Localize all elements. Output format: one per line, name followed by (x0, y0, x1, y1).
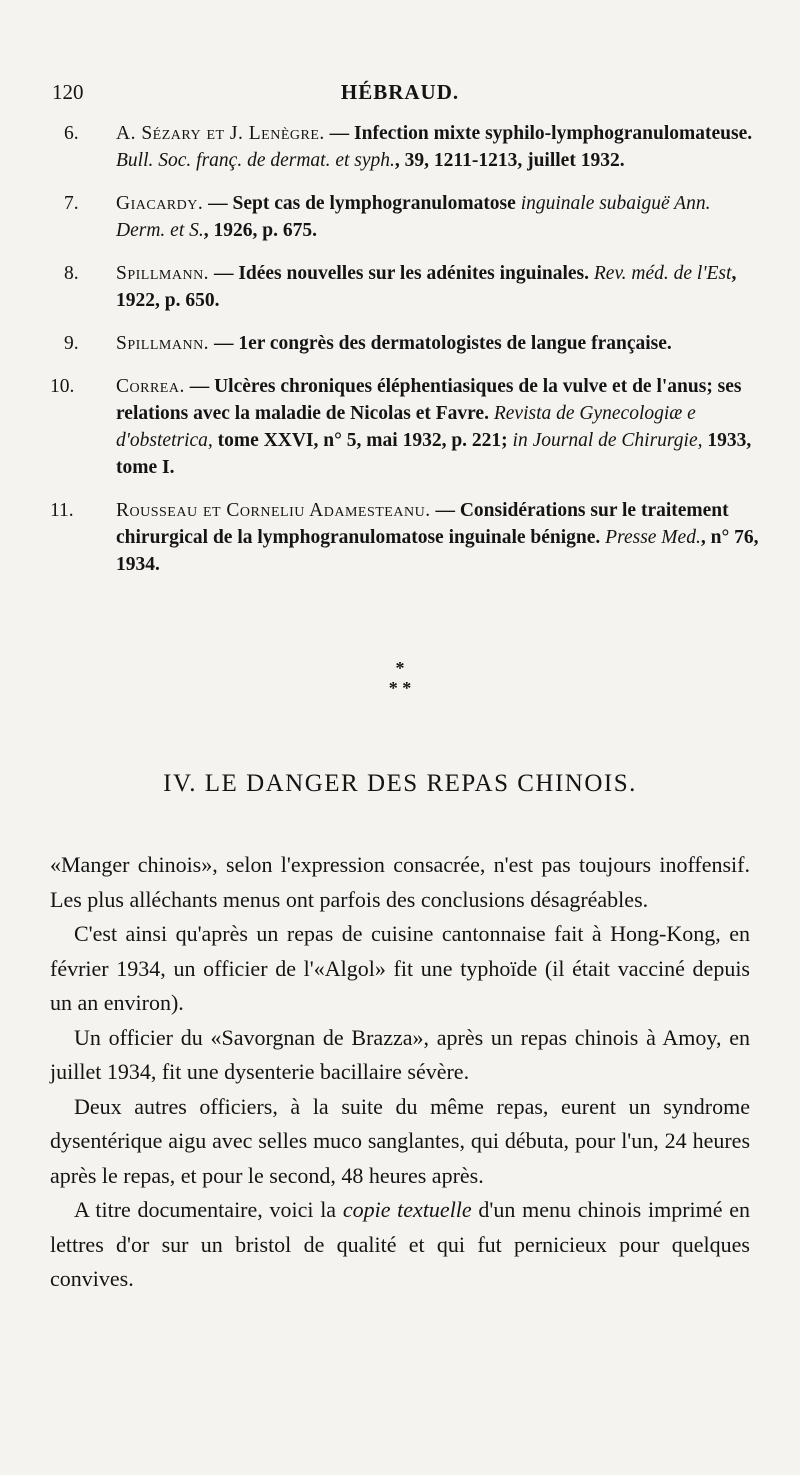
emphasized-text: copie textuelle (342, 1197, 472, 1222)
reference-source: Presse Med. (605, 527, 701, 548)
separator-star: * (395, 658, 405, 678)
section-title: IV. LE DANGER DES REPAS CHINOIS. (163, 770, 637, 797)
reference-number: 6. (64, 123, 79, 144)
reference-item (48, 373, 760, 481)
paragraph: C'est ainsi qu'après un repas de cuisine cantonnaise fait à Hong-Kong, en février 1934, un officier de l'«Algol» fit une typhoïde (il était vacciné depuis un an environ). (50, 921, 750, 1015)
reference-number: 8. (64, 263, 79, 284)
reference-number: 9. (64, 333, 79, 354)
page-header (48, 80, 752, 110)
reference-author: Giacardy. (116, 193, 204, 214)
reference-title: — Ulcères chroniques éléphentiasiques de la vulve et de l'anus; ses relations avec la maladie de Nicolas et Favre. (116, 376, 742, 424)
page-number: 120 (52, 80, 84, 104)
reference-author: Spillmann. (116, 333, 210, 354)
reference-details: tome XXVI, n° 5, mai 1932, p. 221; (212, 430, 513, 451)
reference-title: — Considérations sur le traitement chirurgical de la lymphogranulomatose inguinale bénigne. (116, 500, 729, 548)
paragraph-text: A titre documentaire, voici la (74, 1197, 343, 1222)
paragraph-text: d'un menu chinois imprimé en lettres d'or sur un bristol de qualité et qui fut pernicieux pour quelques convives. (50, 1197, 750, 1291)
reference-title: — 1er congrès des dermatologistes de langue française. (209, 333, 672, 354)
reference-number: 10. (50, 376, 75, 397)
paragraph: Deux autres officiers, à la suite du même repas, eurent un syndrome dysentérique aigu avec selles muco sanglantes, qui débuta, pour l'un, 24 heures après le repas, et pour le second, 48 heures après. (50, 1093, 750, 1188)
reference-source: Revista de Gynecologiæ e d'obstetrica, (116, 403, 696, 451)
reference-author: Correa. (116, 376, 185, 397)
reference-number: 11. (50, 500, 74, 521)
reference-item (48, 260, 760, 314)
reference-author: Rousseau et Corneliu Adamesteanu. (116, 500, 431, 521)
reference-item (48, 497, 760, 578)
reference-details: , 39, 1211-1213, juillet 1932. (394, 150, 625, 171)
reference-title: — Idées nouvelles sur les adénites inguinales. (209, 263, 594, 284)
reference-details: , n° 76, 1934. (116, 527, 759, 575)
reference-details: , 1922, p. 650. (116, 263, 737, 311)
reference-details: 1933, tome I. (116, 430, 752, 478)
paragraph: «Manger chinois», selon l'expression consacrée, n'est pas toujours inoffensif. Les plus alléchants menus ont parfois des conclusions désagréables. (50, 852, 750, 912)
reference-title: — Sept cas de lymphogranulomatose (203, 193, 521, 214)
reference-details: , 1926, p. 675. (203, 220, 317, 241)
reference-source: inguinale subaiguë Ann. Derm. et S. (116, 193, 711, 241)
body-text (50, 848, 750, 1297)
reference-source: Rev. méd. de l'Est (593, 263, 732, 284)
reference-author: Spillmann. (116, 263, 210, 284)
reference-list (48, 120, 760, 594)
reference-number: 7. (64, 193, 79, 214)
paragraph (50, 1193, 750, 1297)
reference-author: A. Sézary et J. Lenègre. (116, 123, 325, 144)
reference-title: — Infection mixte syphilo-lymphogranulomateuse. (324, 123, 753, 144)
paragraph: Un officier du «Savorgnan de Brazza», après un repas chinois à Amoy, en juillet 1934, fit une dysenterie bacillaire sévère. (50, 1024, 750, 1084)
reference-source: in Journal de Chirurgie, (512, 430, 703, 451)
separator-stars: * * (388, 678, 412, 698)
running-head: HÉBRAUD. (340, 80, 460, 104)
reference-source: Bull. Soc. franç. de dermat. et syph. (116, 150, 395, 171)
reference-item (48, 190, 760, 244)
section-separator (0, 658, 800, 698)
reference-item (48, 120, 760, 174)
reference-item (48, 330, 760, 357)
